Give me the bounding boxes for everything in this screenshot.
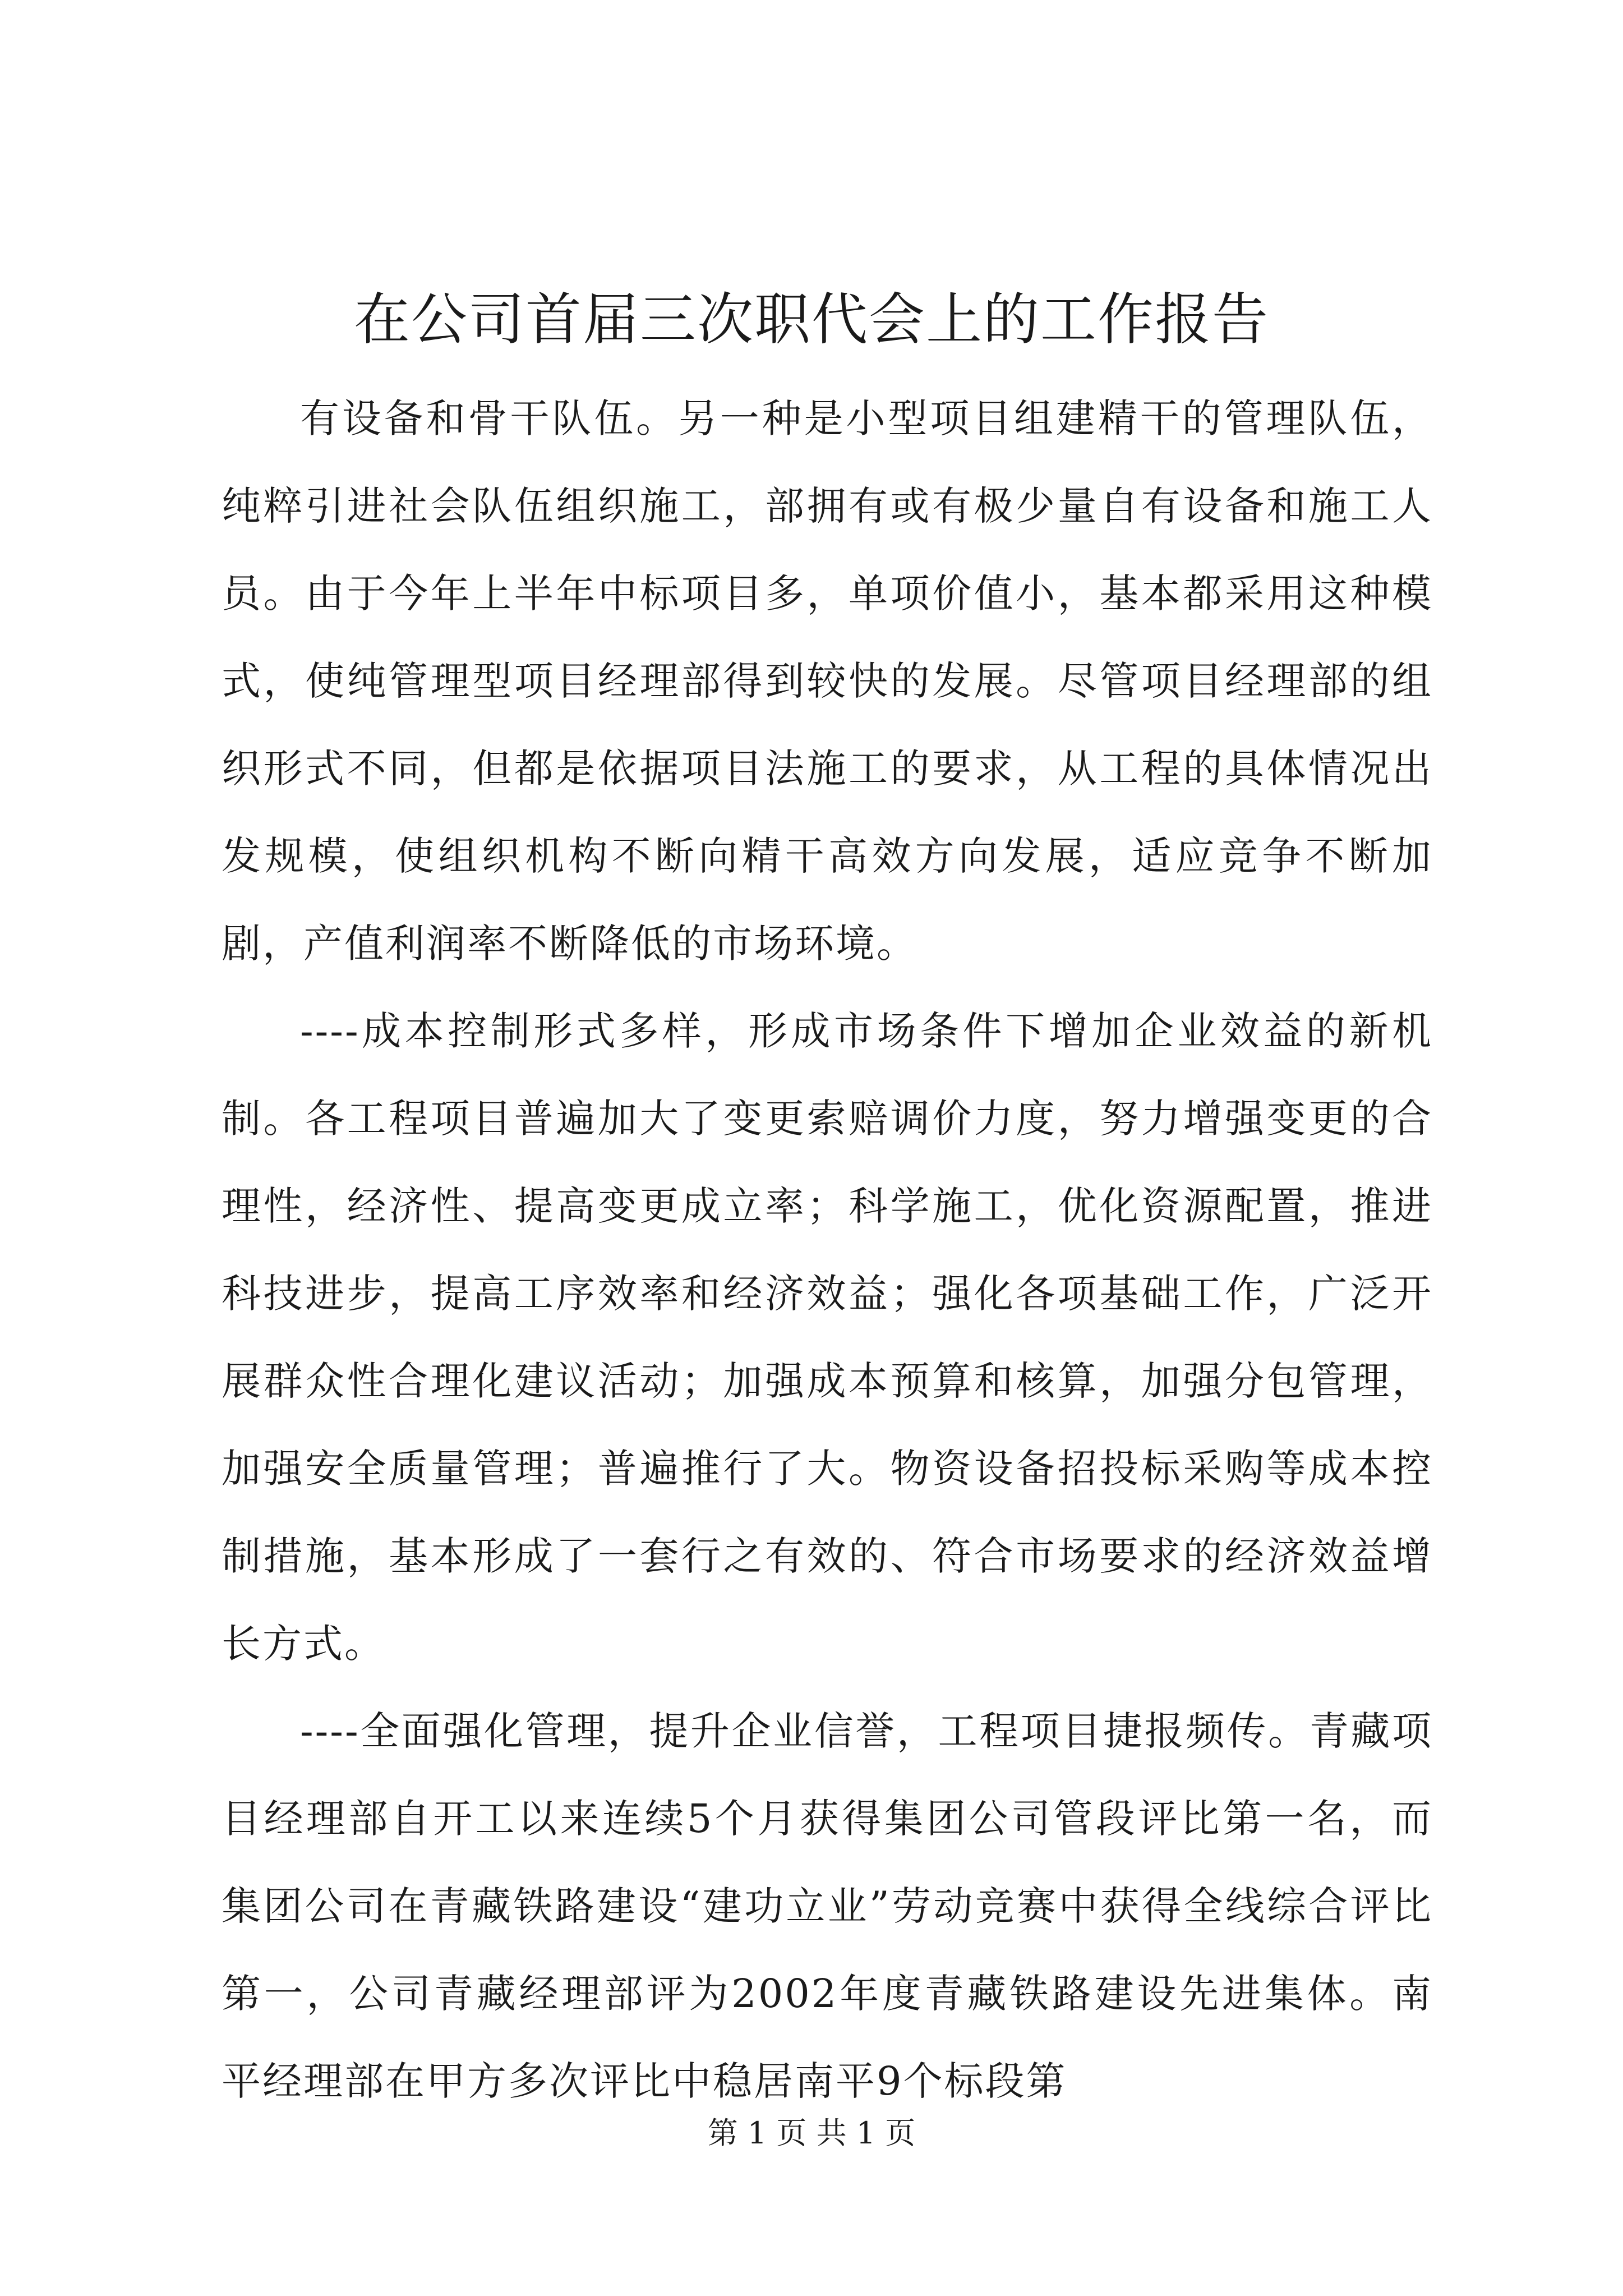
paragraph-1: 有设备和骨干队伍。另一种是小型项目组建精干的管理队伍，纯粹引进社会队伍组织施工，部拥有或有极少量自有设备和施工人员。由于今年上半年中标项目多，单项价值小，基本都采用这种模式，使纯管理型项目经理部得到较快的发展。尽管项目经理部的组织形式不同，但都是依据项目法施工的要求，从工程的具体情况出发规模，使组织机构不断向精干高效方向发展，适应竞争不断加剧，产值利润率不断降低的市场环境。 xyxy=(222,395,1433,967)
page-number-footer: 第 1 页 共 1 页 xyxy=(707,2115,916,2151)
document-body xyxy=(222,375,1433,2125)
document-title: 在公司首届三次职代会上的工作报告 xyxy=(354,287,1269,352)
paragraph-3: ----全面强化管理，提升企业信誉，工程项目捷报频传。青藏项目经理部自开工以来连续5个月获得集团公司管段评比第一名，而集团公司在青藏铁路建设“建功立业”劳动竞赛中获得全线综合评比第一，公司青藏经理部评为2002年度青藏铁路建设先进集体。南平经理部在甲方多次评比中稳居南平9个标段第 xyxy=(222,1708,1433,2104)
paragraph-2: ----成本控制形式多样，形成市场条件下增加企业效益的新机制。各工程项目普遍加大了变更索赔调价力度，努力增强变更的合理性，经济性、提高变更成立率；科学施工，优化资源配置，推进科技进步，提高工序效率和经济效益；强化各项基础工作，广泛开展群众性合理化建议活动；加强成本预算和核算，加强分包管理，加强安全质量管理；普遍推行了大。物资设备招投标采购等成本控制措施，基本形成了一套行之有效的、符合市场要求的经济效益增长方式。 xyxy=(222,1008,1433,1667)
